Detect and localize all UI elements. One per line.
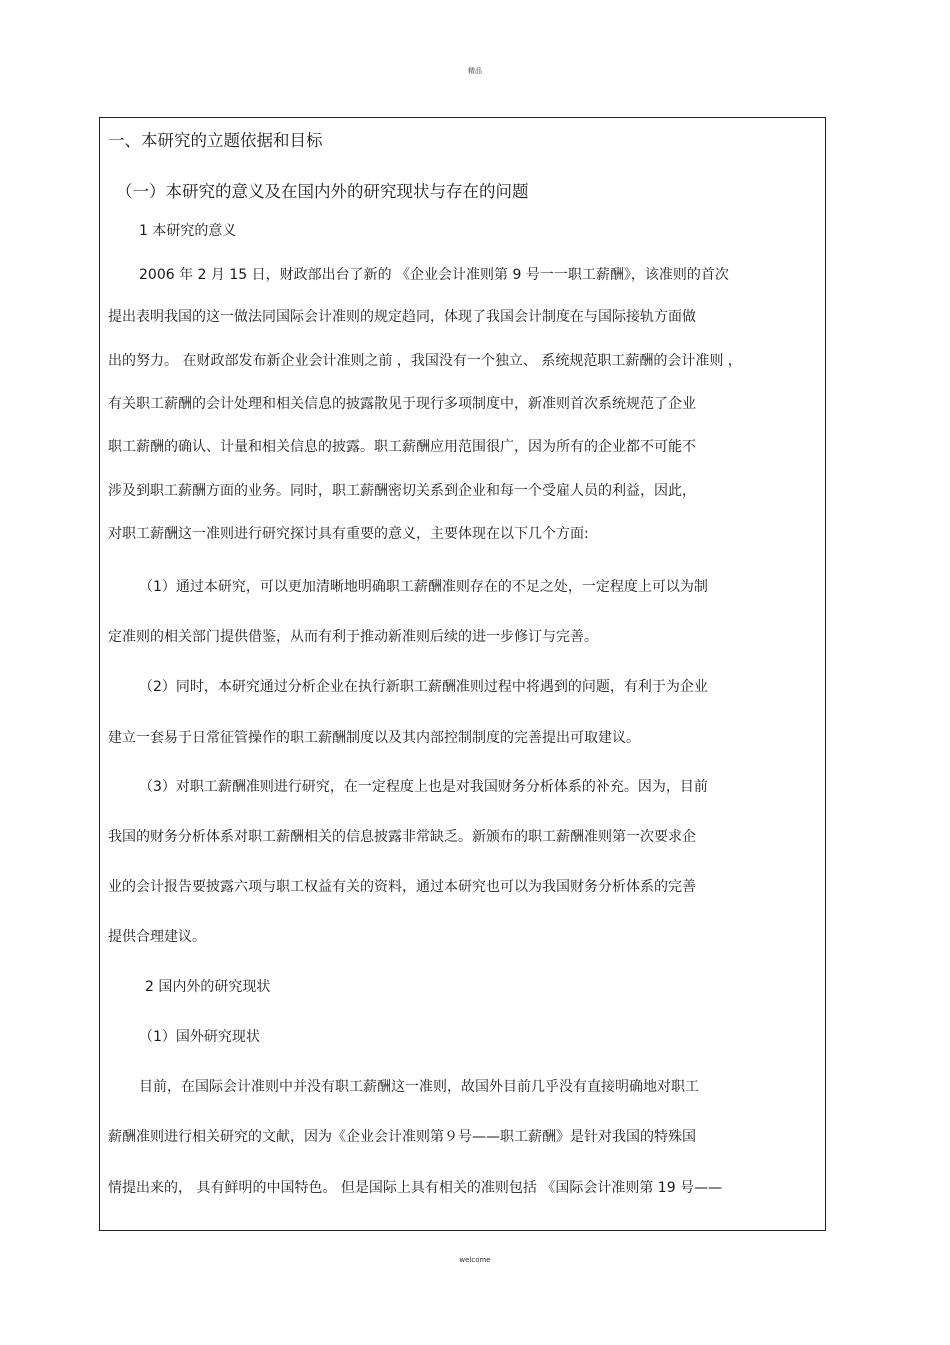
text-line: 对职工薪酬这一准则进行研究探讨具有重要的意义，主要体现在以下几个方面: [108, 526, 589, 542]
text-line: 有关职工薪酬的会计处理和相关信息的披露散见于现行多项制度中，新准则首次系统规范了企业 [108, 396, 696, 412]
page-footer-note: welcome [459, 1256, 491, 1264]
text-line: 2006 年 2 月 15 日，财政部出台了新的 《企业会计准则第 9 号一一职工薪酬》，该准则的首次 [139, 267, 729, 283]
section-title: 一、本研究的立题依据和目标 [108, 131, 323, 150]
text-line: 定准则的相关部门提供借鉴，从而有利于推动新准则后续的进一步修订与完善。 [108, 629, 598, 645]
section-subtitle: （一）本研究的意义及在国内外的研究现状与存在的问题 [116, 182, 529, 201]
paragraph-heading: （1）国外研究现状 [139, 1029, 260, 1045]
text-line: （2）同时，本研究通过分析企业在执行新职工薪酬准则过程中将遇到的问题，有利于为企业 [139, 679, 708, 695]
text-line: 业的会计报告要披露六项与职工权益有关的资料，通过本研究也可以为我国财务分析体系的完善 [108, 879, 696, 895]
text-line: 提出表明我国的这一做法同国际会计准则的规定趋同，体现了我国会计制度在与国际接轨方面做 [108, 309, 696, 325]
text-line: （1）通过本研究，可以更加清晰地明确职工薪酬准则存在的不足之处，一定程度上可以为制 [139, 579, 708, 595]
text-line: 我国的财务分析体系对职工薪酬相关的信息披露非常缺乏。新颁布的职工薪酬准则第一次要求企 [108, 829, 696, 845]
text-line: 薪酬准则进行相关研究的文献，因为《企业会计准则第９号——职工薪酬》是针对我国的特殊国 [108, 1129, 696, 1145]
document-frame [99, 117, 826, 1231]
text-line: 职工薪酬的确认、计量和相关信息的披露。职工薪酬应用范围很广，因为所有的企业都不可能不 [108, 439, 696, 455]
page-header-note: 精品 [468, 67, 482, 75]
paragraph-heading: 1 本研究的意义 [139, 223, 237, 239]
text-line: 出的努力。 在财政部发布新企业会计准则之前 ，我国没有一个独立、 系统规范职工薪酬的会计准则 ， [108, 353, 742, 369]
text-line: （3）对职工薪酬准则进行研究，在一定程度上也是对我国财务分析体系的补充。因为，目前 [139, 779, 708, 795]
text-line: 涉及到职工薪酬方面的业务。同时，职工薪酬密切关系到企业和每一个受雇人员的利益，因此， [108, 483, 696, 499]
text-line: 建立一套易于日常征管操作的职工薪酬制度以及其内部控制制度的完善提出可取建议。 [108, 730, 640, 746]
text-line: 情提出来的， 具有鲜明的中国特色。 但是国际上具有相关的准则包括 《国际会计准则第 19 号—— [108, 1180, 723, 1196]
text-line: 提供合理建议。 [108, 929, 206, 945]
text-line: 目前，在国际会计准则中并没有职工薪酬这一准则，故国外目前几乎没有直接明确地对职工 [139, 1079, 699, 1095]
paragraph-heading: 2 国内外的研究现状 [145, 979, 271, 995]
